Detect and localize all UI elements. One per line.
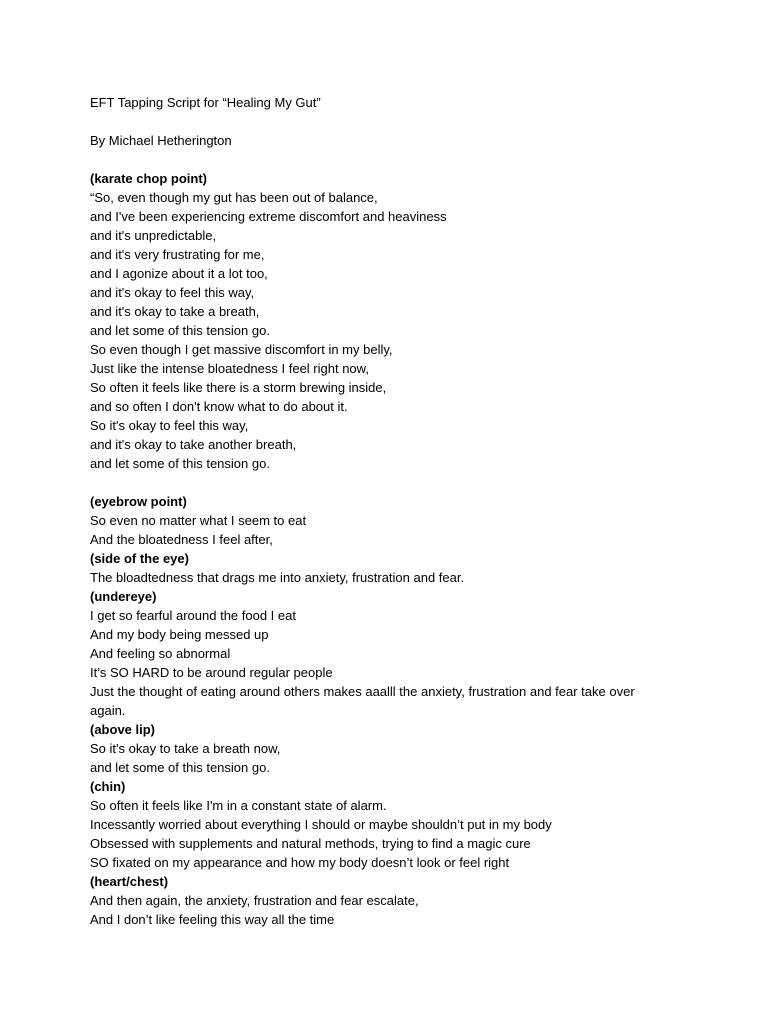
script-line: So it's okay to take a breath now, (90, 741, 281, 756)
script-line: The bloadtedness that drags me into anxiety, frustration and fear. (90, 570, 465, 585)
document-byline: By Michael Hetherington (90, 133, 232, 148)
script-line: So even no matter what I seem to eat (90, 513, 307, 528)
script-line: Incessantly worried about everything I should or maybe shouldn’t put in my body (90, 817, 552, 832)
script-line: and let some of this tension go. (90, 456, 270, 471)
script-line: And the bloatedness I feel after, (90, 532, 273, 547)
script-line: I get so fearful around the food I eat (90, 608, 296, 623)
script-line: and let some of this tension go. (90, 323, 270, 338)
script-line: And my body being messed up (90, 627, 269, 642)
script-sections (90, 169, 690, 929)
tapping-point-heading: (karate chop point) (90, 171, 208, 186)
section-spacer (90, 473, 690, 492)
script-line: SO fixated on my appearance and how my body doesn’t look or feel right (90, 855, 510, 870)
script-line: and so often I don't know what to do about it. (90, 399, 348, 414)
tapping-point-heading: (heart/chest) (90, 874, 169, 889)
script-line: and I agonize about it a lot too, (90, 266, 268, 281)
tapping-point-heading: (undereye) (90, 589, 157, 604)
tapping-point-heading: (above lip) (90, 722, 156, 737)
script-line: and it's okay to feel this way, (90, 285, 255, 300)
script-line: And feeling so abnormal (90, 646, 231, 661)
script-line: So often it feels like there is a storm brewing inside, (90, 380, 387, 395)
document-body (90, 93, 690, 929)
script-line: and I've been experiencing extreme discomfort and heaviness (90, 209, 447, 224)
script-line: and it's okay to take a breath, (90, 304, 260, 319)
script-line: and it's unpredictable, (90, 228, 217, 243)
script-line: and it's very frustrating for me, (90, 247, 265, 262)
tapping-point-heading: (eyebrow point) (90, 494, 187, 509)
tapping-point-heading: (side of the eye) (90, 551, 189, 566)
script-line: And I don’t like feeling this way all the time (90, 912, 335, 927)
script-line: and let some of this tension go. (90, 760, 270, 775)
script-line: And then again, the anxiety, frustration and fear escalate, (90, 893, 419, 908)
tapping-point-heading: (chin) (90, 779, 126, 794)
script-line: Obsessed with supplements and natural methods, trying to find a magic cure (90, 836, 531, 851)
script-line: “So, even though my gut has been out of balance, (90, 190, 378, 205)
script-line: So often it feels like I'm in a constant state of alarm. (90, 798, 387, 813)
script-line: It’s SO HARD to be around regular people (90, 665, 333, 680)
script-line: and it's okay to take another breath, (90, 437, 297, 452)
script-line: Just the thought of eating around others makes aaalll the anxiety, frustration and fear take over (90, 684, 635, 699)
script-line: So even though I get massive discomfort in my belly, (90, 342, 393, 357)
script-line: So it's okay to feel this way, (90, 418, 249, 433)
script-line: again. (90, 703, 126, 718)
document-title: EFT Tapping Script for “Healing My Gut” (90, 95, 321, 110)
script-line: Just like the intense bloatedness I feel right now, (90, 361, 369, 376)
